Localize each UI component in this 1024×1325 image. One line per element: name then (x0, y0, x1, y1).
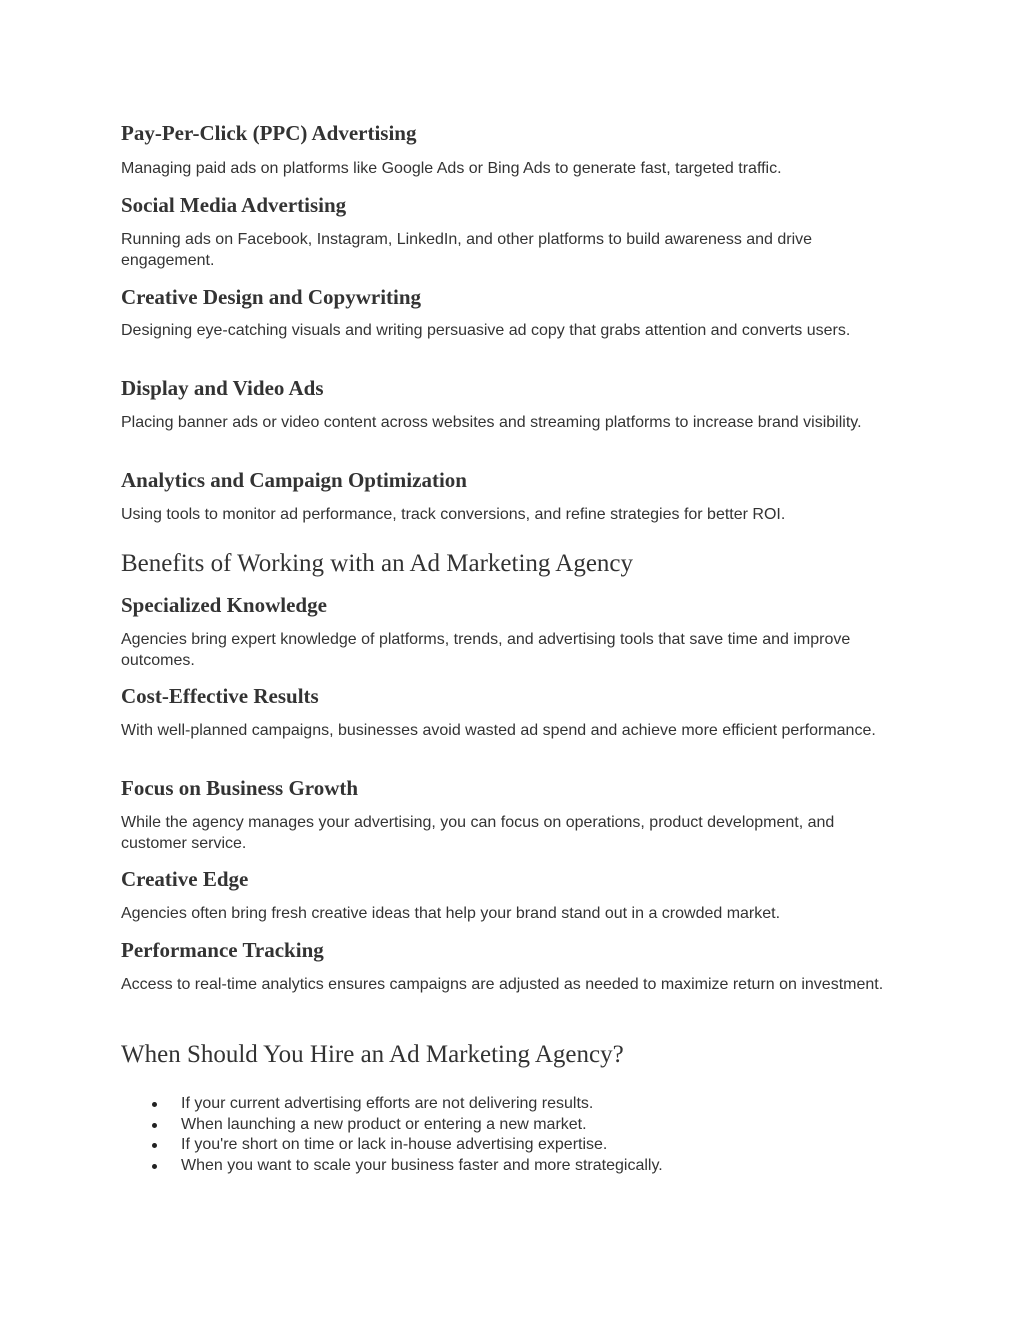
service-heading-display-video: Display and Video Ads (121, 376, 324, 400)
service-text-display-video: Placing banner ads or video content across websites and streaming platforms to increase brand visibility. (121, 414, 862, 431)
benefit-text-creative-edge: Agencies often bring fresh creative ideas that help your brand stand out in a crowded market. (121, 905, 781, 922)
benefit-text-performance-tracking: Access to real-time analytics ensures campaigns are adjusted as needed to maximize return on investment. (121, 976, 884, 993)
service-text-social-media: Running ads on Facebook, Instagram, LinkedIn, and other platforms to build awareness and drive engagement. (121, 231, 813, 269)
service-heading-creative-design: Creative Design and Copywriting (121, 285, 422, 309)
list-item-text: If you're short on time or lack in-house advertising expertise. (181, 1136, 608, 1153)
benefit-heading-cost-effective: Cost-Effective Results (121, 684, 319, 708)
benefit-heading-creative-edge: Creative Edge (121, 867, 249, 891)
bullet-icon (152, 1123, 157, 1128)
benefit-heading-specialized-knowledge: Specialized Knowledge (121, 593, 327, 617)
benefit-heading-business-growth: Focus on Business Growth (121, 776, 359, 800)
service-heading-ppc: Pay-Per-Click (PPC) Advertising (121, 121, 417, 145)
when-to-hire-section-title: When Should You Hire an Ad Marketing Agency? (121, 1041, 624, 1068)
list-item (121, 1135, 663, 1156)
service-heading-social-media: Social Media Advertising (121, 193, 347, 217)
service-text-analytics: Using tools to monitor ad performance, track conversions, and refine strategies for better ROI. (121, 506, 786, 523)
benefit-text-business-growth: While the agency manages your advertising, you can focus on operations, product development, and customer service. (121, 814, 835, 852)
bullet-icon (152, 1143, 157, 1148)
list-item-text: When you want to scale your business faster and more strategically. (181, 1156, 663, 1174)
service-text-ppc: Managing paid ads on platforms like Google Ads or Bing Ads to generate fast, targeted traffic. (121, 160, 782, 177)
list-item-text: When launching a new product or entering a new market. (181, 1115, 587, 1133)
benefit-text-cost-effective: With well-planned campaigns, businesses avoid wasted ad spend and achieve more efficient performance. (121, 722, 876, 739)
list-item (121, 1156, 663, 1177)
benefit-text-specialized-knowledge: Agencies bring expert knowledge of platforms, trends, and advertising tools that save time and improve outcomes. (121, 631, 851, 669)
service-text-creative-design: Designing eye-catching visuals and writing persuasive ad copy that grabs attention and converts users. (121, 322, 851, 339)
bullet-icon (152, 1164, 157, 1169)
list-item (121, 1115, 663, 1136)
list-item (121, 1094, 663, 1115)
service-heading-analytics: Analytics and Campaign Optimization (121, 468, 467, 492)
when-to-hire-list (121, 1094, 663, 1176)
benefit-heading-performance-tracking: Performance Tracking (121, 938, 324, 962)
list-item-text: If your current advertising efforts are not delivering results. (181, 1095, 594, 1112)
bullet-icon (152, 1102, 157, 1107)
benefits-section-title: Benefits of Working with an Ad Marketing Agency (121, 550, 634, 577)
